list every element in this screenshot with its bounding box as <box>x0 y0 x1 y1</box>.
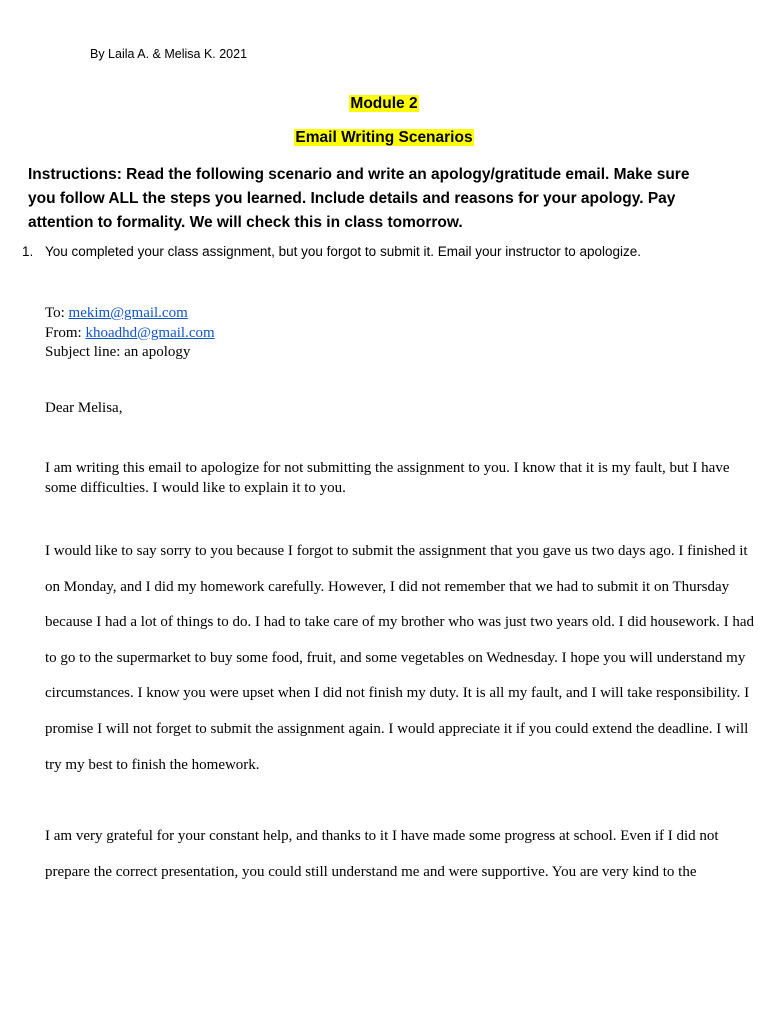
email-paragraph-1: I am writing this email to apologize for not submitting the assignment to you. I know that it is my fault, but I have some difficulties. I would like to explain it to you. <box>45 460 730 496</box>
from-email-link[interactable]: khoadhd@gmail.com <box>85 324 215 341</box>
scenario-text: You completed your class assignment, but you forgot to submit it. Email your instructor to apologize. <box>45 244 642 259</box>
byline: By Laila A. & Melisa K. 2021 <box>90 47 248 61</box>
email-paragraph-3: I am very grateful for your constant help, and thanks to it I have made some progress at school. Even if I did not prepare the correct presentation, you could still understand me and were supportive. You are very kind to the <box>45 828 719 880</box>
email-paragraph-2: I would like to say sorry to you because I forgot to submit the assignment that you gave us two days ago. I finished it on Monday, and I did my homework carefully. However, I did not remember that we had to submit it on Thursday because I had a lot of things to do. I had to take care of my brother who was just two years old. I did housework. I had to go to the supermarket to buy some food, fruit, and some vegetables on Wednesday. I hope you will understand my circumstances. I know you were upset when I did not finish my duty. It is all my fault, and I will take responsibility. I promise I will not forget to submit the assignment again. I would appreciate it if you could extend the deadline. I will try my best to finish the homework. <box>45 543 754 773</box>
instructions: Instructions: Read the following scenario and write an apology/gratitude email. Make sure you follow ALL the steps you learned. Include details and reasons for your apology. Pay attention to formality. We will check this in class tomorrow. <box>28 166 690 231</box>
scenario-title-text: Email Writing Scenarios <box>295 129 473 146</box>
to-line <box>45 304 215 324</box>
to-label: To: <box>45 305 65 321</box>
scenario-title <box>0 129 768 147</box>
scenario-item <box>22 244 641 259</box>
from-line <box>45 324 215 344</box>
module-title <box>0 95 768 113</box>
scenario-number: 1. <box>22 244 34 259</box>
subject-line: Subject line: an apology <box>45 344 191 360</box>
email-header <box>45 304 215 363</box>
email-greeting: Dear Melisa, <box>45 400 123 416</box>
from-label: From: <box>45 324 82 341</box>
module-title-text: Module 2 <box>350 95 418 112</box>
to-email-link[interactable]: mekim@gmail.com <box>68 305 188 321</box>
